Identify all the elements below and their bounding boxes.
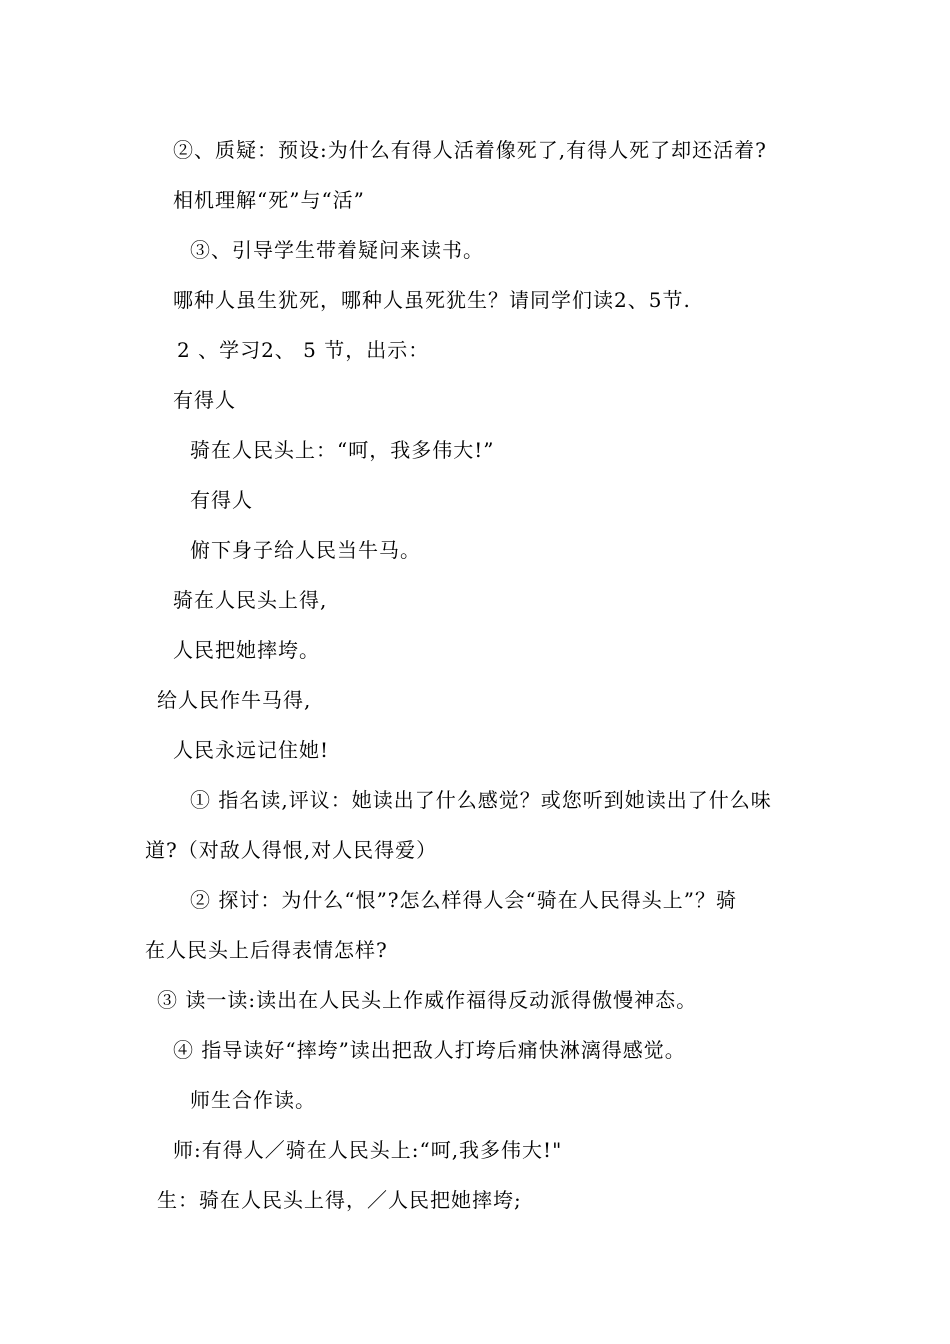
text-line-8: 有得人 [190,488,253,512]
text-line-3: ③、引导学生带着疑问来读书。 [190,238,484,262]
text-line-19: ④ 指导读好“摔垮”读出把敌人打垮后痛快淋漓得感觉。 [173,1038,686,1062]
text-line-16: ② 探讨：为什么“恨”?怎么样得人会“骑在人民得头上”？骑 [190,888,737,912]
text-line-6: 有得人 [173,388,236,412]
text-line-2: 相机理解“死”与“活” [173,188,365,212]
text-line-10: 骑在人民头上得, [173,588,328,612]
text-line-7: 骑在人民头上：“呵，我多伟大!” [190,438,495,462]
text-line-15: 道?（对敌人得恨,对人民得爱） [145,838,438,862]
text-line-12: 给人民作牛马得, [157,688,312,712]
text-line-9: 俯下身子给人民当牛马。 [190,538,421,562]
text-line-20: 师生合作读。 [190,1088,316,1112]
text-line-17: 在人民头上后得表情怎样? [145,938,388,962]
text-line-13: 人民永远记住她! [173,738,330,762]
text-line-14: ① 指名读,评议：她读出了什么感觉？或您听到她读出了什么味 [190,788,772,812]
text-line-22: 生：骑在人民头上得，／人民把她摔垮; [157,1188,522,1212]
text-line-21: 师:有得人／骑在人民头上:“呵,我多伟大!" [173,1138,563,1162]
text-line-4: 哪种人虽生犹死，哪种人虽死犹生？请同学们读2、5节. [173,288,691,312]
text-line-11: 人民把她摔垮。 [173,638,320,662]
text-line-18: ③ 读一读:读出在人民头上作威作福得反动派得傲慢神态。 [157,988,698,1012]
text-line-1: ②、质疑：预设:为什么有得人活着像死了,有得人死了却还活着? [173,138,767,162]
text-line-5: 2 、学习2、 5 节，出示： [177,338,430,362]
